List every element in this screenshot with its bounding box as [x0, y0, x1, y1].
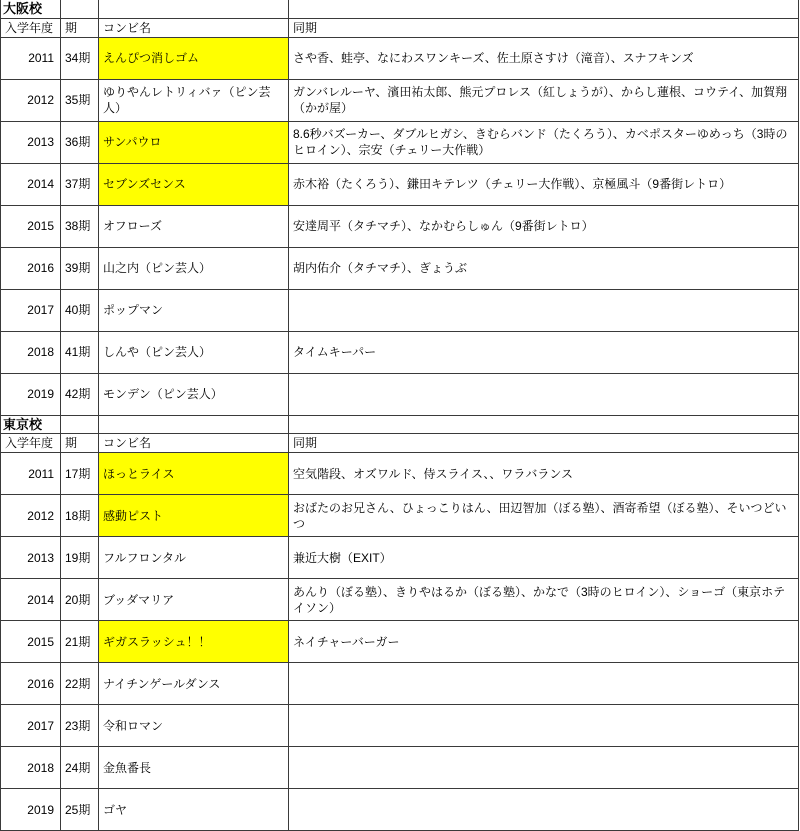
combi-cell: サンパウロ — [99, 121, 289, 163]
table-row — [1, 453, 799, 495]
combi-cell: オフローズ — [99, 205, 289, 247]
year-cell: 2012 — [1, 79, 61, 121]
peers-cell — [289, 663, 799, 705]
column-header-row — [1, 18, 799, 37]
table-row — [1, 121, 799, 163]
year-cell: 2015 — [1, 205, 61, 247]
peers-cell: 8.6秒バズーカー、ダブルヒガシ、きむらバンド（たくろう）、カベポスターゆめっち（3時のヒロイン）、宗安（チェリー大作戦） — [289, 121, 799, 163]
term-cell: 20期 — [61, 579, 99, 621]
term-cell: 18期 — [61, 495, 99, 537]
year-cell: 2014 — [1, 163, 61, 205]
year-cell: 2017 — [1, 705, 61, 747]
term-cell: 39期 — [61, 247, 99, 289]
term-cell: 23期 — [61, 705, 99, 747]
table-row — [1, 789, 799, 831]
combi-cell: えんぴつ消しゴム — [99, 37, 289, 79]
combi-cell: フルフロンタル — [99, 537, 289, 579]
term-cell: 22期 — [61, 663, 99, 705]
year-cell: 2011 — [1, 37, 61, 79]
combi-cell: セブンズセンス — [99, 163, 289, 205]
combi-cell: ポップマン — [99, 289, 289, 331]
column-header-row — [1, 434, 799, 453]
empty-cell — [99, 0, 289, 18]
table-row — [1, 37, 799, 79]
header-year: 入学年度 — [1, 434, 61, 453]
year-cell: 2013 — [1, 537, 61, 579]
empty-cell — [99, 416, 289, 434]
header-peers: 同期 — [289, 434, 799, 453]
year-cell: 2011 — [1, 453, 61, 495]
combi-cell: 山之内（ピン芸人） — [99, 247, 289, 289]
empty-cell — [289, 0, 799, 18]
combi-cell: ブッダマリア — [99, 579, 289, 621]
peers-cell: 赤木裕（たくろう）、鎌田キテレツ（チェリー大作戦）、京極風斗（9番街レトロ） — [289, 163, 799, 205]
table-row — [1, 537, 799, 579]
peers-cell — [289, 747, 799, 789]
term-cell: 35期 — [61, 79, 99, 121]
tokyo-section-title-row — [1, 416, 799, 434]
osaka-section-title-row — [1, 0, 799, 18]
peers-cell: タイムキーパー — [289, 331, 799, 373]
section-title: 東京校 — [1, 416, 61, 434]
year-cell: 2016 — [1, 247, 61, 289]
term-cell: 21期 — [61, 621, 99, 663]
term-cell: 36期 — [61, 121, 99, 163]
year-cell: 2015 — [1, 621, 61, 663]
empty-cell — [61, 0, 99, 18]
combi-cell: 感動ピスト — [99, 495, 289, 537]
header-year: 入学年度 — [1, 18, 61, 37]
section-title: 大阪校 — [1, 0, 61, 18]
term-cell: 34期 — [61, 37, 99, 79]
peers-cell: 兼近大樹（EXIT） — [289, 537, 799, 579]
term-cell: 25期 — [61, 789, 99, 831]
year-cell: 2019 — [1, 373, 61, 415]
table-row — [1, 579, 799, 621]
year-cell: 2018 — [1, 331, 61, 373]
combi-cell: ほっとライス — [99, 453, 289, 495]
table-row — [1, 621, 799, 663]
term-cell: 41期 — [61, 331, 99, 373]
peers-cell: さや香、蛙亭、なにわスワンキーズ、佐土原さすけ（滝音）、スナフキンズ — [289, 37, 799, 79]
table-row — [1, 289, 799, 331]
combi-cell: ゆりやんレトリィバァ（ピン芸人） — [99, 79, 289, 121]
empty-cell — [61, 416, 99, 434]
peers-cell: 空気階段、オズワルド、侍スライス、、ワラバランス — [289, 453, 799, 495]
header-combi: コンビ名 — [99, 18, 289, 37]
peers-cell: 胡内佑介（タチマチ）、ぎょうぶ — [289, 247, 799, 289]
table-row — [1, 705, 799, 747]
year-cell: 2014 — [1, 579, 61, 621]
table-row — [1, 663, 799, 705]
header-peers: 同期 — [289, 18, 799, 37]
peers-cell — [289, 289, 799, 331]
year-cell: 2019 — [1, 789, 61, 831]
peers-cell: ネイチャーバーガー — [289, 621, 799, 663]
term-cell: 19期 — [61, 537, 99, 579]
term-cell: 38期 — [61, 205, 99, 247]
year-cell: 2018 — [1, 747, 61, 789]
combi-cell: ナイチンゲールダンス — [99, 663, 289, 705]
table-row — [1, 373, 799, 415]
header-term: 期 — [61, 434, 99, 453]
combi-cell: ギガスラッシュ！！ — [99, 621, 289, 663]
term-cell: 17期 — [61, 453, 99, 495]
header-combi: コンビ名 — [99, 434, 289, 453]
combi-cell: しんや（ピン芸人） — [99, 331, 289, 373]
table-row — [1, 331, 799, 373]
term-cell: 37期 — [61, 163, 99, 205]
combi-cell: 令和ロマン — [99, 705, 289, 747]
term-cell: 24期 — [61, 747, 99, 789]
peers-cell: ガンバレルーヤ、濱田祐太郎、熊元プロレス（紅しょうが）、からし蓮根、コウテイ、加賀翔（かが屋） — [289, 79, 799, 121]
term-cell: 42期 — [61, 373, 99, 415]
table-row — [1, 747, 799, 789]
term-cell: 40期 — [61, 289, 99, 331]
combi-cell: ゴヤ — [99, 789, 289, 831]
empty-cell — [289, 416, 799, 434]
peers-cell — [289, 373, 799, 415]
year-cell: 2016 — [1, 663, 61, 705]
peers-cell — [289, 705, 799, 747]
osaka-table — [0, 0, 799, 416]
year-cell: 2017 — [1, 289, 61, 331]
combi-cell: 金魚番長 — [99, 747, 289, 789]
header-term: 期 — [61, 18, 99, 37]
year-cell: 2012 — [1, 495, 61, 537]
peers-cell: 安達周平（タチマチ）、なかむらしゅん（9番街レトロ） — [289, 205, 799, 247]
table-row — [1, 79, 799, 121]
combi-cell: モンデン（ピン芸人） — [99, 373, 289, 415]
table-row — [1, 205, 799, 247]
table-row — [1, 495, 799, 537]
table-row — [1, 247, 799, 289]
peers-cell: あんり（ぼる塾）、きりやはるか（ぼる塾）、かなで（3時のヒロイン）、ショーゴ（東京ホテイソン） — [289, 579, 799, 621]
table-row — [1, 163, 799, 205]
year-cell: 2013 — [1, 121, 61, 163]
peers-cell: おばたのお兄さん、ひょっこりはん、田辺智加（ぼる塾）、酒寄希望（ぼる塾）、そいつどいつ — [289, 495, 799, 537]
tokyo-table — [0, 416, 799, 831]
peers-cell — [289, 789, 799, 831]
